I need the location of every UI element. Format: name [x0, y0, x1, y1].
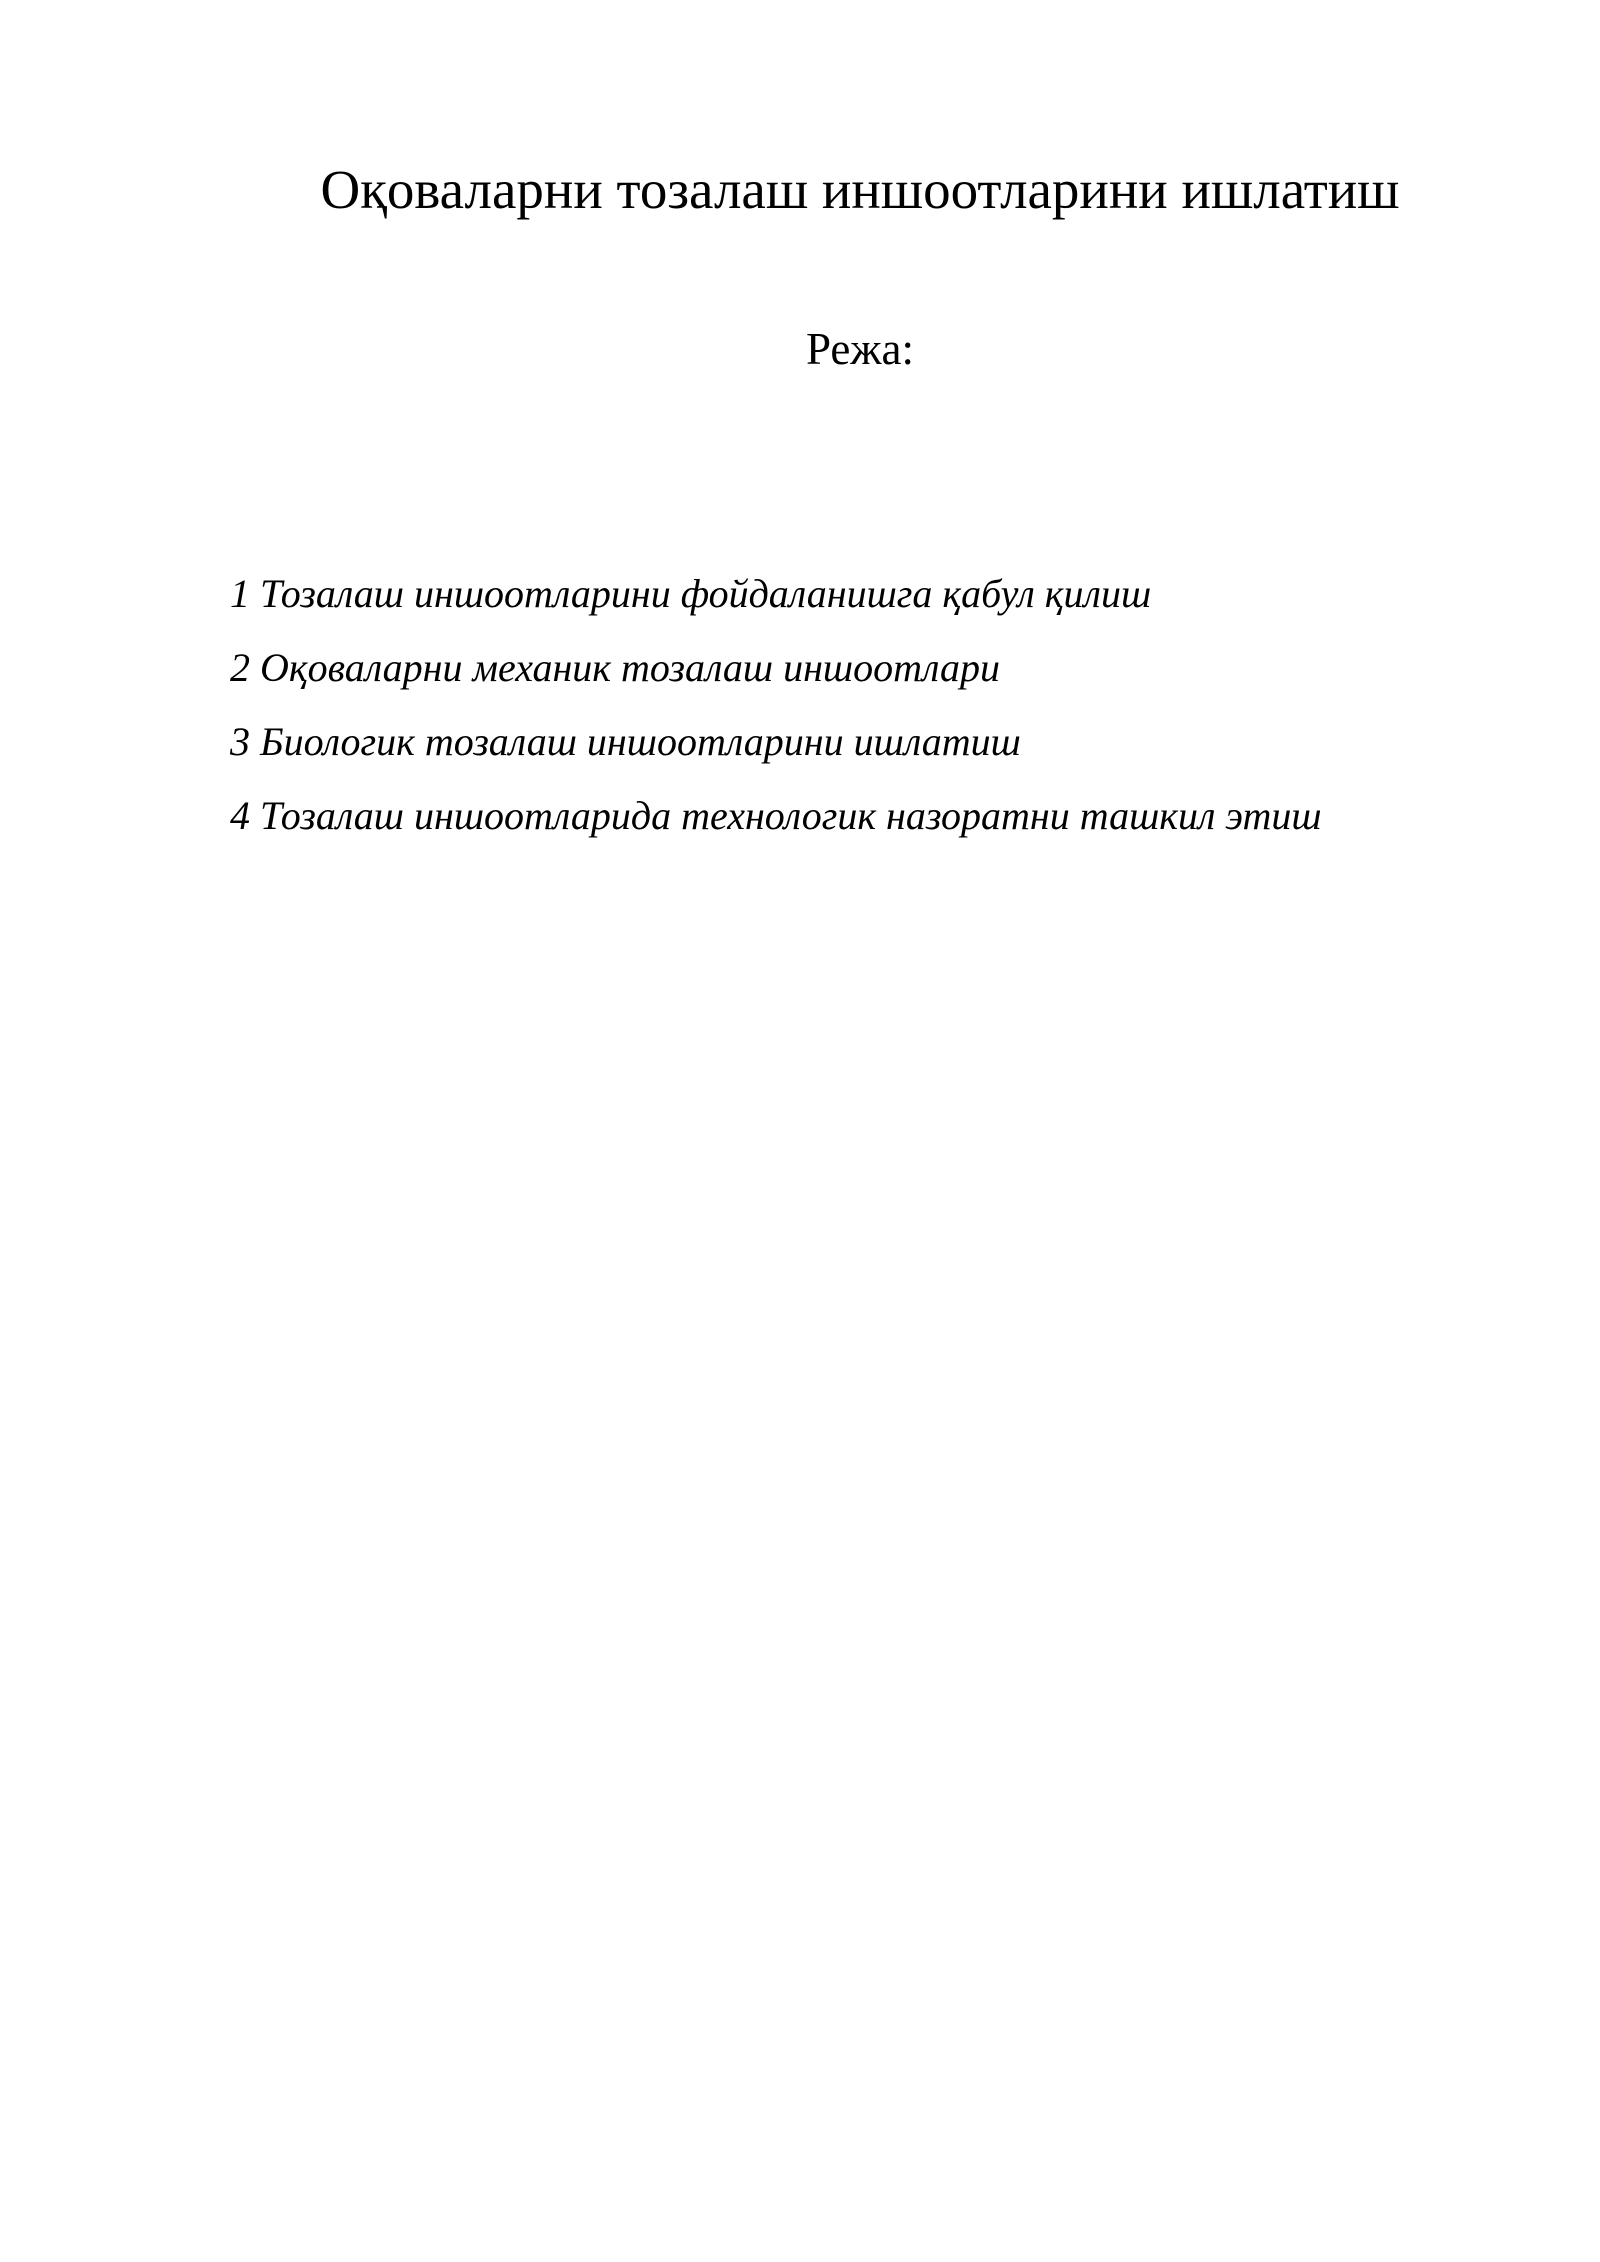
plan-heading: Режа:	[806, 324, 914, 374]
plan-list	[230, 557, 1322, 853]
plan-item-3: 3 Биологик тозалаш иншоотларини ишлатиш	[230, 719, 1021, 764]
plan-item-1: 1 Тозалаш иншоотларини фойдаланишга қабул қилиш	[230, 571, 1152, 616]
plan-item-2: 2 Оқоваларни механик тозалаш иншоотлари	[230, 645, 1000, 690]
document-title: Оқоваларни тозалаш иншоотларини ишлатиш	[320, 159, 1400, 220]
plan-item-4: 4 Тозалаш иншоотларида технологик назоратни ташкил этиш	[230, 793, 1322, 838]
